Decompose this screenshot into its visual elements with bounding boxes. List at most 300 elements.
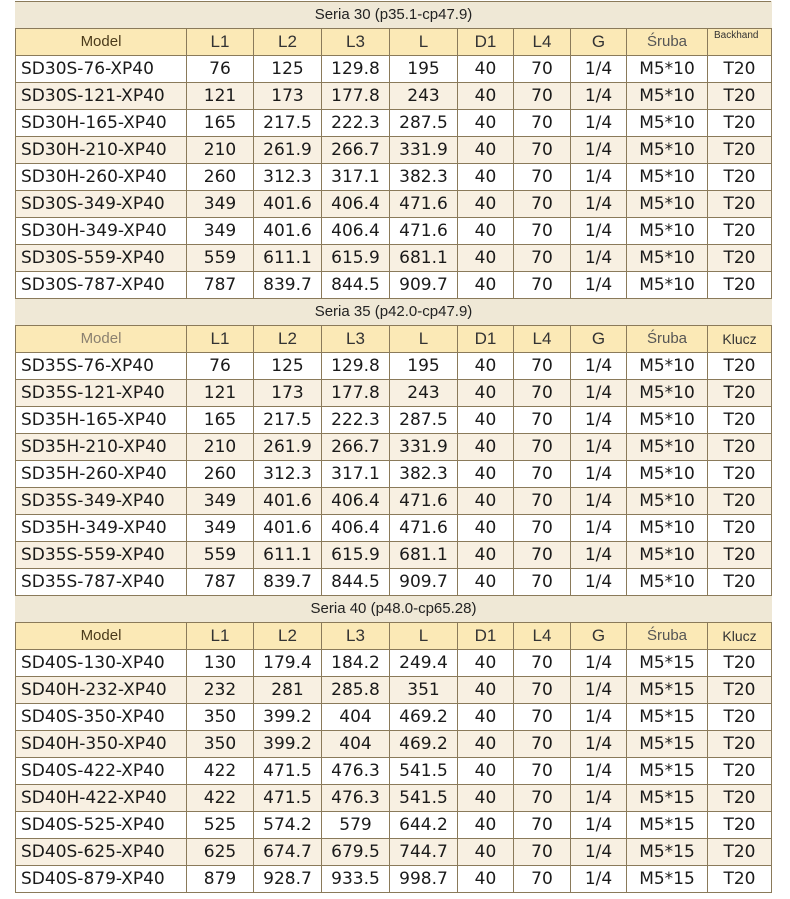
table-cell: T20 [708,461,772,488]
table-cell: 476.3 [322,758,390,785]
model-cell: SD35S-349-XP40 [16,488,187,515]
table-cell: 681.1 [390,245,458,272]
table-cell: 469.2 [390,704,458,731]
table-cell: 541.5 [390,758,458,785]
table-cell: 70 [514,434,571,461]
table-cell: 40 [458,218,514,245]
table-cell: 1/4 [571,272,627,299]
table-cell: 312.3 [254,164,322,191]
table-cell: T20 [708,56,772,83]
column-header: Śruba [627,29,708,56]
table-cell: 1/4 [571,461,627,488]
table-cell: 1/4 [571,731,627,758]
table-cell: 210 [187,137,254,164]
table-cell: 382.3 [390,164,458,191]
column-header: L1 [187,623,254,650]
table-cell: T20 [708,542,772,569]
model-cell: SD30S-76-XP40 [16,56,187,83]
table-cell: 317.1 [322,164,390,191]
table-cell: 70 [514,137,571,164]
table-cell: 679.5 [322,839,390,866]
column-header: G [571,326,627,353]
table-cell: 70 [514,866,571,893]
table-row [16,812,772,839]
table-cell: 287.5 [390,407,458,434]
table-cell: 787 [187,272,254,299]
table-cell: 559 [187,245,254,272]
table-cell: 644.2 [390,812,458,839]
table-cell: 70 [514,245,571,272]
table-cell: 70 [514,110,571,137]
table-cell: 350 [187,704,254,731]
table-cell: 615.9 [322,542,390,569]
table-cell: 40 [458,407,514,434]
table-cell: M5*10 [627,434,708,461]
model-cell: SD35S-787-XP40 [16,569,187,596]
model-cell: SD35S-559-XP40 [16,542,187,569]
table-cell: 1/4 [571,218,627,245]
table-cell: 331.9 [390,137,458,164]
model-cell: SD35H-210-XP40 [16,434,187,461]
column-header: Klucz [708,623,772,650]
table-cell: 40 [458,542,514,569]
table-cell: 839.7 [254,272,322,299]
table-cell: 70 [514,758,571,785]
table-cell: 1/4 [571,407,627,434]
table-cell: 260 [187,461,254,488]
table-cell: 266.7 [322,137,390,164]
table-cell: 40 [458,380,514,407]
table-cell: M5*10 [627,353,708,380]
table-cell: 1/4 [571,137,627,164]
column-header: Backhand [708,29,772,56]
table-cell: M5*10 [627,245,708,272]
table-cell: 40 [458,353,514,380]
table-cell: 40 [458,164,514,191]
table-row [16,191,772,218]
model-cell: SD40S-130-XP40 [16,650,187,677]
table-cell: 173 [254,380,322,407]
table-cell: 222.3 [322,407,390,434]
column-header: Klucz [708,326,772,353]
table-cell: 70 [514,812,571,839]
table-cell: 285.8 [322,677,390,704]
table-cell: 70 [514,704,571,731]
table-cell: 70 [514,569,571,596]
table-cell: 70 [514,218,571,245]
table-row [16,137,772,164]
table-cell: 40 [458,812,514,839]
table-cell: 40 [458,488,514,515]
table-cell: 615.9 [322,245,390,272]
table-cell: T20 [708,704,772,731]
model-cell: SD30S-559-XP40 [16,245,187,272]
table-cell: 40 [458,650,514,677]
table-cell: 40 [458,110,514,137]
table-cell: 406.4 [322,191,390,218]
model-cell: SD40S-879-XP40 [16,866,187,893]
column-header: D1 [458,623,514,650]
table-row [16,56,772,83]
table-cell: 525 [187,812,254,839]
table-cell: 469.2 [390,731,458,758]
table-cell: 406.4 [322,488,390,515]
table-cell: T20 [708,812,772,839]
table-cell: 933.5 [322,866,390,893]
table-cell: T20 [708,731,772,758]
table-cell: 266.7 [322,434,390,461]
table-cell: M5*15 [627,677,708,704]
table-row [16,515,772,542]
table-cell: 165 [187,110,254,137]
table-row [16,704,772,731]
table-cell: M5*15 [627,866,708,893]
table-cell: 70 [514,191,571,218]
table-cell: M5*10 [627,569,708,596]
table-cell: 476.3 [322,785,390,812]
table-cell: 40 [458,677,514,704]
column-header: L1 [187,29,254,56]
column-header: L3 [322,623,390,650]
table-cell: 401.6 [254,488,322,515]
column-header-row [16,29,772,56]
model-cell: SD40S-422-XP40 [16,758,187,785]
table-cell: 471.6 [390,515,458,542]
table-cell: 404 [322,704,390,731]
table-cell: 744.7 [390,839,458,866]
table-cell: 179.4 [254,650,322,677]
table-cell: 839.7 [254,569,322,596]
column-header: L1 [187,326,254,353]
model-cell: SD30H-349-XP40 [16,218,187,245]
table-cell: 349 [187,218,254,245]
column-header: Model [16,623,187,650]
table-cell: 40 [458,137,514,164]
table-cell: T20 [708,218,772,245]
table-cell: 210 [187,434,254,461]
table-cell: 1/4 [571,434,627,461]
table-row [16,353,772,380]
table-cell: 243 [390,380,458,407]
table-cell: 130 [187,650,254,677]
table-cell: 177.8 [322,83,390,110]
column-header: L3 [322,29,390,56]
table-cell: 349 [187,191,254,218]
table-cell: 249.4 [390,650,458,677]
table-cell: 312.3 [254,461,322,488]
table-cell: 281 [254,677,322,704]
table-cell: T20 [708,83,772,110]
table-cell: M5*10 [627,407,708,434]
model-cell: SD40H-422-XP40 [16,785,187,812]
table-cell: 422 [187,758,254,785]
table-cell: 165 [187,407,254,434]
table-cell: 70 [514,272,571,299]
table-row [16,785,772,812]
model-cell: SD30S-121-XP40 [16,83,187,110]
column-header: Model [16,29,187,56]
table-cell: 40 [458,461,514,488]
model-cell: SD40S-525-XP40 [16,812,187,839]
table-cell: 232 [187,677,254,704]
table-cell: 40 [458,515,514,542]
table-cell: M5*10 [627,164,708,191]
table-cell: 1/4 [571,812,627,839]
model-cell: SD30H-165-XP40 [16,110,187,137]
table-cell: 70 [514,731,571,758]
table-cell: 674.7 [254,839,322,866]
table-cell: 422 [187,785,254,812]
table-row [16,731,772,758]
table-cell: M5*10 [627,191,708,218]
table-row [16,650,772,677]
table-cell: 70 [514,839,571,866]
section-title-row [16,299,772,326]
table-cell: 471.5 [254,758,322,785]
table-cell: 1/4 [571,353,627,380]
table-cell: 40 [458,866,514,893]
table-cell: 331.9 [390,434,458,461]
table-cell: M5*10 [627,272,708,299]
table-cell: 40 [458,191,514,218]
table-cell: 471.5 [254,785,322,812]
column-header-row [16,623,772,650]
table-cell: T20 [708,110,772,137]
model-cell: SD40S-350-XP40 [16,704,187,731]
table-cell: 217.5 [254,407,322,434]
table-cell: 70 [514,380,571,407]
table-row [16,488,772,515]
table-cell: 909.7 [390,272,458,299]
table-row [16,461,772,488]
table-cell: 40 [458,569,514,596]
table-cell: M5*10 [627,461,708,488]
table-cell: 879 [187,866,254,893]
table-row [16,758,772,785]
table-row [16,434,772,461]
table-cell: M5*10 [627,218,708,245]
column-header: G [571,29,627,56]
table-cell: 351 [390,677,458,704]
table-cell: 40 [458,56,514,83]
model-cell: SD40H-350-XP40 [16,731,187,758]
table-cell: 40 [458,758,514,785]
table-cell: 1/4 [571,650,627,677]
table-cell: 1/4 [571,839,627,866]
table-cell: 129.8 [322,56,390,83]
column-header-row [16,326,772,353]
table-cell: T20 [708,272,772,299]
table-cell: 1/4 [571,542,627,569]
table-cell: 222.3 [322,110,390,137]
table-cell: 787 [187,569,254,596]
table-cell: M5*15 [627,785,708,812]
section-title: Seria 40 (p48.0-cp65.28) [16,596,772,623]
section-title: Seria 30 (p35.1-cp47.9) [16,2,772,29]
table-cell: 40 [458,704,514,731]
table-cell: 40 [458,785,514,812]
table-cell: 998.7 [390,866,458,893]
table-cell: 217.5 [254,110,322,137]
column-header: L4 [514,29,571,56]
table-row [16,110,772,137]
table-cell: 121 [187,380,254,407]
table-cell: 40 [458,839,514,866]
table-cell: T20 [708,245,772,272]
table-row [16,407,772,434]
table-cell: 681.1 [390,542,458,569]
model-cell: SD35S-121-XP40 [16,380,187,407]
model-cell: SD40H-232-XP40 [16,677,187,704]
column-header: L2 [254,623,322,650]
table-cell: 399.2 [254,731,322,758]
table-cell: 173 [254,83,322,110]
table-cell: 401.6 [254,191,322,218]
table-cell: M5*15 [627,758,708,785]
table-cell: T20 [708,488,772,515]
table-cell: T20 [708,650,772,677]
column-header: Śruba [627,326,708,353]
table-cell: 844.5 [322,272,390,299]
table-cell: 382.3 [390,461,458,488]
table-cell: T20 [708,191,772,218]
table-cell: 40 [458,731,514,758]
table-cell: 471.6 [390,488,458,515]
table-cell: 76 [187,353,254,380]
table-cell: M5*10 [627,56,708,83]
specification-table-body [16,2,772,893]
table-cell: 1/4 [571,164,627,191]
table-cell: 70 [514,515,571,542]
table-row [16,380,772,407]
column-header: L2 [254,326,322,353]
model-cell: SD35H-165-XP40 [16,407,187,434]
table-row [16,218,772,245]
table-cell: 1/4 [571,677,627,704]
table-cell: T20 [708,515,772,542]
table-cell: M5*10 [627,137,708,164]
table-cell: 406.4 [322,515,390,542]
model-cell: SD30H-260-XP40 [16,164,187,191]
table-cell: 70 [514,785,571,812]
table-cell: 541.5 [390,785,458,812]
table-cell: 1/4 [571,785,627,812]
table-cell: 399.2 [254,704,322,731]
table-cell: T20 [708,569,772,596]
table-cell: 401.6 [254,515,322,542]
table-cell: T20 [708,407,772,434]
column-header: Model [16,326,187,353]
table-cell: 40 [458,434,514,461]
table-cell: 243 [390,83,458,110]
model-cell: SD35S-76-XP40 [16,353,187,380]
column-header: L [390,326,458,353]
table-cell: T20 [708,137,772,164]
table-cell: 349 [187,515,254,542]
table-cell: 471.6 [390,218,458,245]
column-header: L3 [322,326,390,353]
column-header: L4 [514,623,571,650]
table-cell: 70 [514,677,571,704]
table-cell: 125 [254,353,322,380]
table-cell: 579 [322,812,390,839]
table-cell: 1/4 [571,56,627,83]
table-cell: M5*10 [627,110,708,137]
table-cell: T20 [708,839,772,866]
table-cell: T20 [708,353,772,380]
table-cell: 177.8 [322,380,390,407]
table-cell: 70 [514,407,571,434]
column-header: L [390,623,458,650]
table-cell: T20 [708,434,772,461]
table-cell: 1/4 [571,83,627,110]
table-cell: M5*10 [627,488,708,515]
table-cell: 1/4 [571,866,627,893]
table-cell: 1/4 [571,245,627,272]
table-cell: 1/4 [571,515,627,542]
table-cell: 928.7 [254,866,322,893]
table-cell: 70 [514,542,571,569]
table-cell: 625 [187,839,254,866]
column-header: G [571,623,627,650]
column-header: L4 [514,326,571,353]
model-cell: SD30H-210-XP40 [16,137,187,164]
table-row [16,272,772,299]
model-cell: SD30S-349-XP40 [16,191,187,218]
table-cell: 471.6 [390,191,458,218]
table-cell: 909.7 [390,569,458,596]
table-cell: 195 [390,56,458,83]
table-cell: 70 [514,83,571,110]
table-cell: 70 [514,164,571,191]
table-row [16,866,772,893]
table-cell: 317.1 [322,461,390,488]
table-cell: 1/4 [571,110,627,137]
table-row [16,677,772,704]
model-cell: SD35H-349-XP40 [16,515,187,542]
table-cell: 40 [458,245,514,272]
table-row [16,542,772,569]
table-cell: T20 [708,380,772,407]
table-cell: 70 [514,56,571,83]
table-cell: 406.4 [322,218,390,245]
table-cell: 40 [458,83,514,110]
table-cell: 1/4 [571,488,627,515]
table-cell: 40 [458,272,514,299]
table-cell: T20 [708,785,772,812]
column-header: L2 [254,29,322,56]
section-title-row [16,2,772,29]
table-cell: 129.8 [322,353,390,380]
table-cell: 401.6 [254,218,322,245]
column-header: D1 [458,29,514,56]
table-cell: M5*10 [627,542,708,569]
table-cell: M5*15 [627,812,708,839]
specification-table [15,1,772,893]
model-cell: SD35H-260-XP40 [16,461,187,488]
table-cell: 404 [322,731,390,758]
table-cell: M5*15 [627,650,708,677]
table-cell: 70 [514,353,571,380]
table-cell: 350 [187,731,254,758]
table-cell: T20 [708,164,772,191]
model-cell: SD30S-787-XP40 [16,272,187,299]
table-cell: 70 [514,461,571,488]
column-header: D1 [458,326,514,353]
table-row [16,164,772,191]
table-cell: 574.2 [254,812,322,839]
table-cell: 184.2 [322,650,390,677]
